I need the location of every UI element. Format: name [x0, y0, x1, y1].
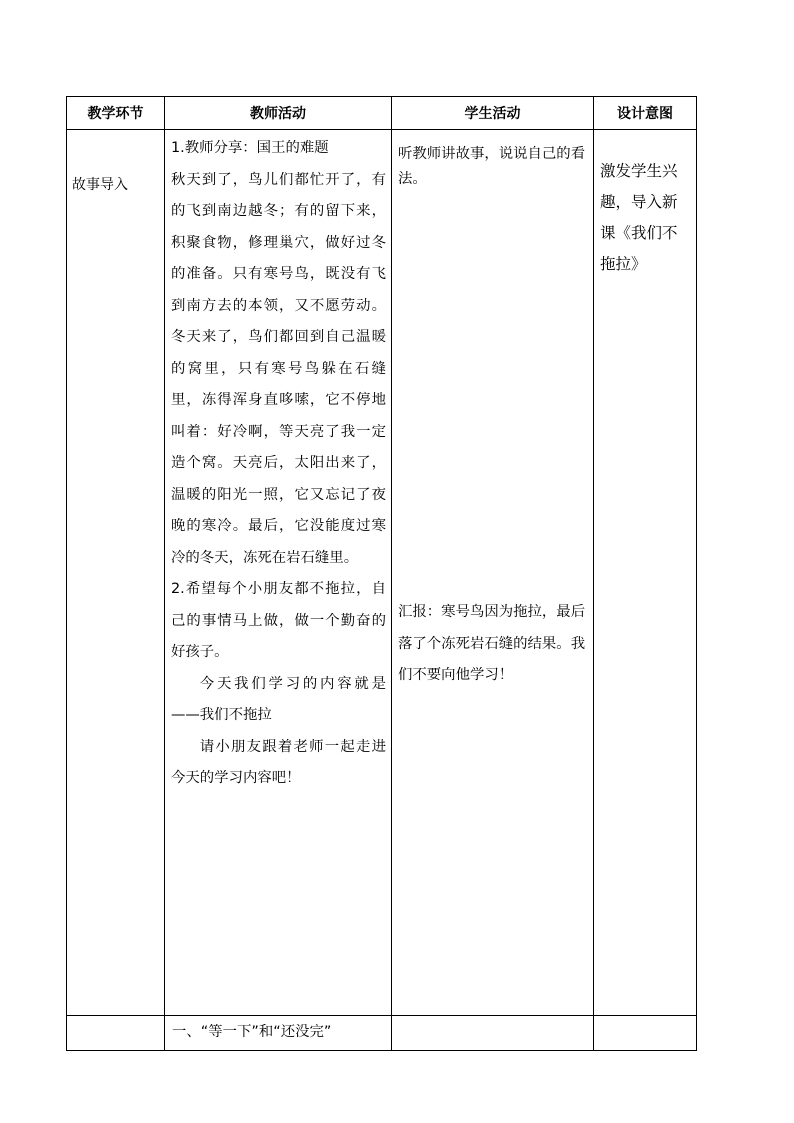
empty-phase-cell [67, 1016, 165, 1051]
student-listen-text: 听教师讲故事，说说自己的看法。 [398, 146, 586, 187]
header-teacher-activity: 教师活动 [165, 97, 392, 130]
header-student-activity: 学生活动 [392, 97, 594, 130]
teacher-invite-text: 请小朋友跟着老师一起走进今天的学习内容吧！ [171, 738, 386, 786]
header-row [67, 97, 697, 130]
empty-intent-cell [594, 1016, 697, 1051]
empty-student-cell [392, 1016, 594, 1051]
teacher-topic-text: 今天我们学习的内容就是——我们不拖拉 [171, 675, 386, 723]
teacher-activity-cell [165, 130, 392, 1016]
header-design-intent: 设计意图 [594, 97, 697, 130]
next-section-cell: 一、“等一下”和“还没完” [165, 1016, 392, 1051]
student-report-text: 汇报：寒号鸟因为拖拉，最后落了个冻死岩石缝的结果。我们不要向他学习！ [398, 604, 586, 683]
teacher-story-title: 1.教师分享：国王的难题 [171, 140, 329, 156]
table-row [67, 1016, 697, 1051]
header-teaching-phase: 教学环节 [67, 97, 165, 130]
table-row [67, 130, 697, 1016]
design-intent-cell: 激发学生兴趣，导入新课《我们不拖拉》 [594, 130, 697, 1016]
teacher-story-text: 秋天到了，鸟儿们都忙开了，有的飞到南边越冬；有的留下来，积聚食物，修理巢穴，做好过冬的准备。只有寒号鸟，既没有飞到南方去的本领，又不愿劳动。冬天来了，鸟们都回到自己温暖的窝里，只有寒号鸟躲在石缝里，冻得浑身直哆嗦，它不停地叫着：好冷啊，等天亮了我一定造个窝。天亮后，太阳出来了，温暖的阳光一照，它又忘记了夜晚的寒冷。最后，它没能度过寒冷的冬天，冻死在岩石缝里。 [171, 171, 386, 566]
phase-cell: 故事导入 [67, 130, 165, 1016]
lesson-plan-table [66, 96, 697, 1051]
student-activity-cell [392, 130, 594, 1016]
teacher-hope-text: 2.希望每个小朋友都不拖拉，自己的事情马上做，做一个勤奋的好孩子。 [171, 581, 386, 660]
